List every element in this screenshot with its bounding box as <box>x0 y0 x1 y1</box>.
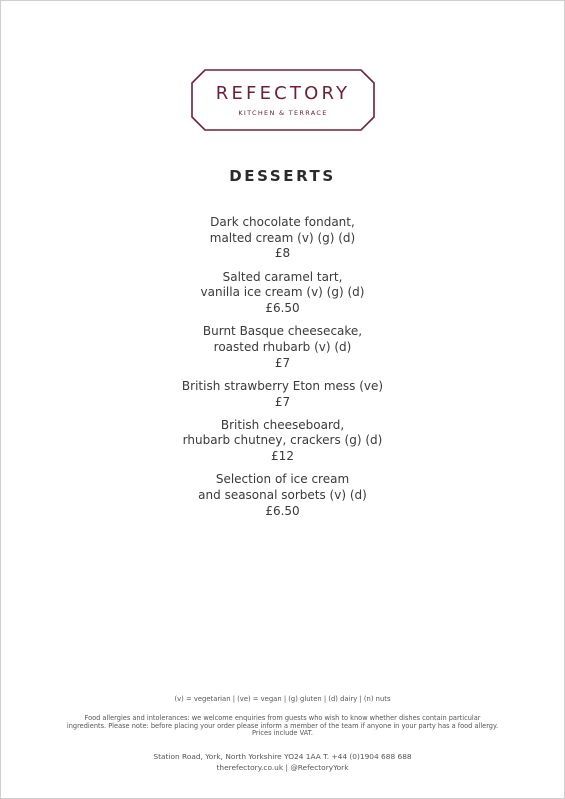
item-name-line: vanilla ice cream (v) (g) (d) <box>200 285 365 300</box>
item-name-line: Salted caramel tart, <box>222 269 343 284</box>
refectory-logo <box>191 69 375 131</box>
allergy-line: Food allergies and intolerances: we welcome enquiries from guests who wish to know whether dishes contain particular <box>84 714 481 722</box>
menu-item <box>1 215 564 262</box>
address-line: Station Road, York, North Yorkshire YO24 1AA T. +44 (0)1904 688 688 <box>153 752 412 761</box>
item-price: £6.50 <box>265 301 300 316</box>
dessert-list <box>1 215 564 527</box>
web-social-line: therefectory.co.uk | @RefectoryYork <box>216 763 349 772</box>
item-name-line: British strawberry Eton mess (ve) <box>181 378 384 393</box>
menu-item <box>1 270 564 317</box>
item-name-line: Dark chocolate fondant, <box>210 215 355 229</box>
menu-item <box>1 379 564 410</box>
item-name-line: Selection of ice cream <box>215 472 350 487</box>
section-title: DESSERTS <box>229 167 336 185</box>
item-name-line: and seasonal sorbets (v) (d) <box>198 488 367 503</box>
menu-item <box>1 472 564 519</box>
allergy-line: ingredients. Please note: before placing your order please inform a member of the team if anyone in your party has a food allergy. <box>66 721 499 730</box>
dietary-legend: (v) = vegetarian | (ve) = vegan | (g) gluten | (d) dairy | (n) nuts <box>174 695 391 703</box>
item-name-line: British cheeseboard, <box>220 417 345 432</box>
allergy-line: Prices include VAT. <box>251 729 314 738</box>
item-price: £6.50 <box>265 503 300 518</box>
item-name-line: Burnt Basque cheesecake, <box>202 324 363 339</box>
menu-item <box>1 418 564 465</box>
item-name-line: rhubarb chutney, crackers (g) (d) <box>182 433 383 448</box>
item-price: £8 <box>274 246 291 261</box>
item-name-line: malted cream (v) (g) (d) <box>209 230 356 245</box>
logo-name: REFECTORY <box>215 83 351 104</box>
menu-item <box>1 324 564 371</box>
item-name-line: roasted rhubarb (v) (d) <box>213 339 352 354</box>
item-price: £12 <box>271 449 294 464</box>
item-price: £7 <box>274 394 291 409</box>
allergy-notice <box>1 715 564 738</box>
item-price: £7 <box>274 355 291 370</box>
logo-subtitle: KITCHEN & TERRACE <box>238 109 328 117</box>
contact-info <box>1 751 564 773</box>
